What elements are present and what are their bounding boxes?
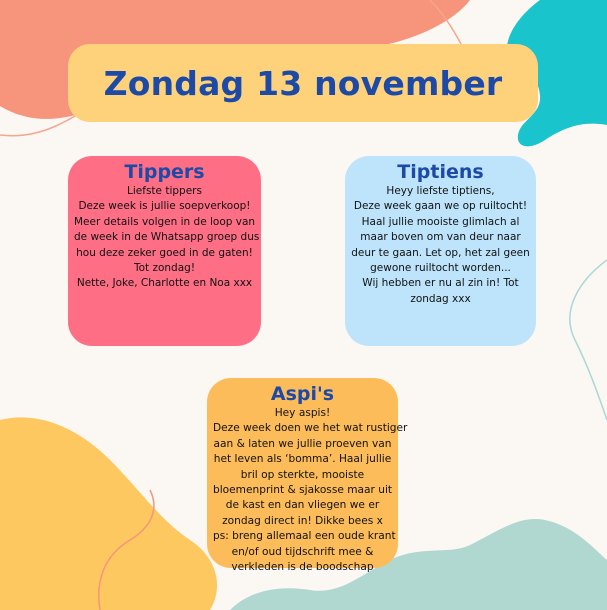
message-line: aan & laten we jullie proeven van: [213, 437, 392, 450]
message-line: verkleden is de boodschap: [231, 561, 374, 574]
right-curve-line: [570, 260, 607, 420]
message-line: bloemenprint & sjakosse maar uit: [213, 484, 393, 497]
message-line: Heyy liefste tiptiens,: [386, 185, 495, 197]
message-line: zondag xxx: [410, 292, 471, 305]
tiptiens-message: [351, 184, 530, 307]
message-line: bril op sterkte, mooiste: [240, 468, 365, 481]
tippers-message: [74, 184, 260, 292]
aspis-card: [207, 378, 408, 574]
message-line: Meer details volgen in de loop van: [74, 215, 256, 228]
message-line: Deze week is jullie soepverkoop!: [78, 200, 251, 213]
message-line: ps: breng allemaal een oude krant: [213, 530, 396, 543]
message-line: deur te gaan. Let op, het zal geen: [351, 246, 530, 259]
message-line: Deze week gaan we op ruiltocht!: [353, 200, 528, 213]
tippers-title: Tippers: [124, 161, 205, 183]
message-line: het leven als ‘bomma’. Haal jullie: [213, 453, 392, 466]
message-line: Hey aspis!: [274, 407, 331, 419]
message-line: de kast en dan vliegen we er: [225, 499, 380, 512]
tiptiens-title: Tiptiens: [397, 161, 484, 183]
message-line: Deze week doen we het wat rustiger: [213, 422, 408, 435]
message-line: de week in de Whatsapp groep dus: [74, 231, 260, 244]
message-line: Liefste tippers: [127, 185, 202, 197]
tippers-card: [68, 156, 261, 346]
message-line: Tot zondag!: [133, 262, 196, 275]
message-line: zondag direct in! Dikke bees x: [222, 514, 383, 527]
message-line: en/of oud tijdschrift mee &: [231, 545, 374, 558]
message-line: Haal jullie mooiste glimlach al: [361, 215, 520, 228]
yellow-blob-shape: [0, 417, 217, 610]
page-title: Zondag 13 november: [103, 63, 503, 103]
message-line: hou deze zeker goed in de gaten!: [76, 246, 253, 259]
message-line: maar boven om van deur naar: [360, 231, 521, 244]
aspis-message: [213, 406, 408, 575]
message-line: gewone ruiltocht worden...: [370, 262, 511, 275]
tiptiens-card: [345, 156, 536, 346]
aspis-title: Aspi's: [270, 383, 335, 405]
message-line: Wij hebben er nu al zin in! Tot: [362, 277, 519, 290]
title-banner: [68, 44, 538, 122]
message-line: Nette, Joke, Charlotte en Noa xxx: [76, 277, 253, 290]
